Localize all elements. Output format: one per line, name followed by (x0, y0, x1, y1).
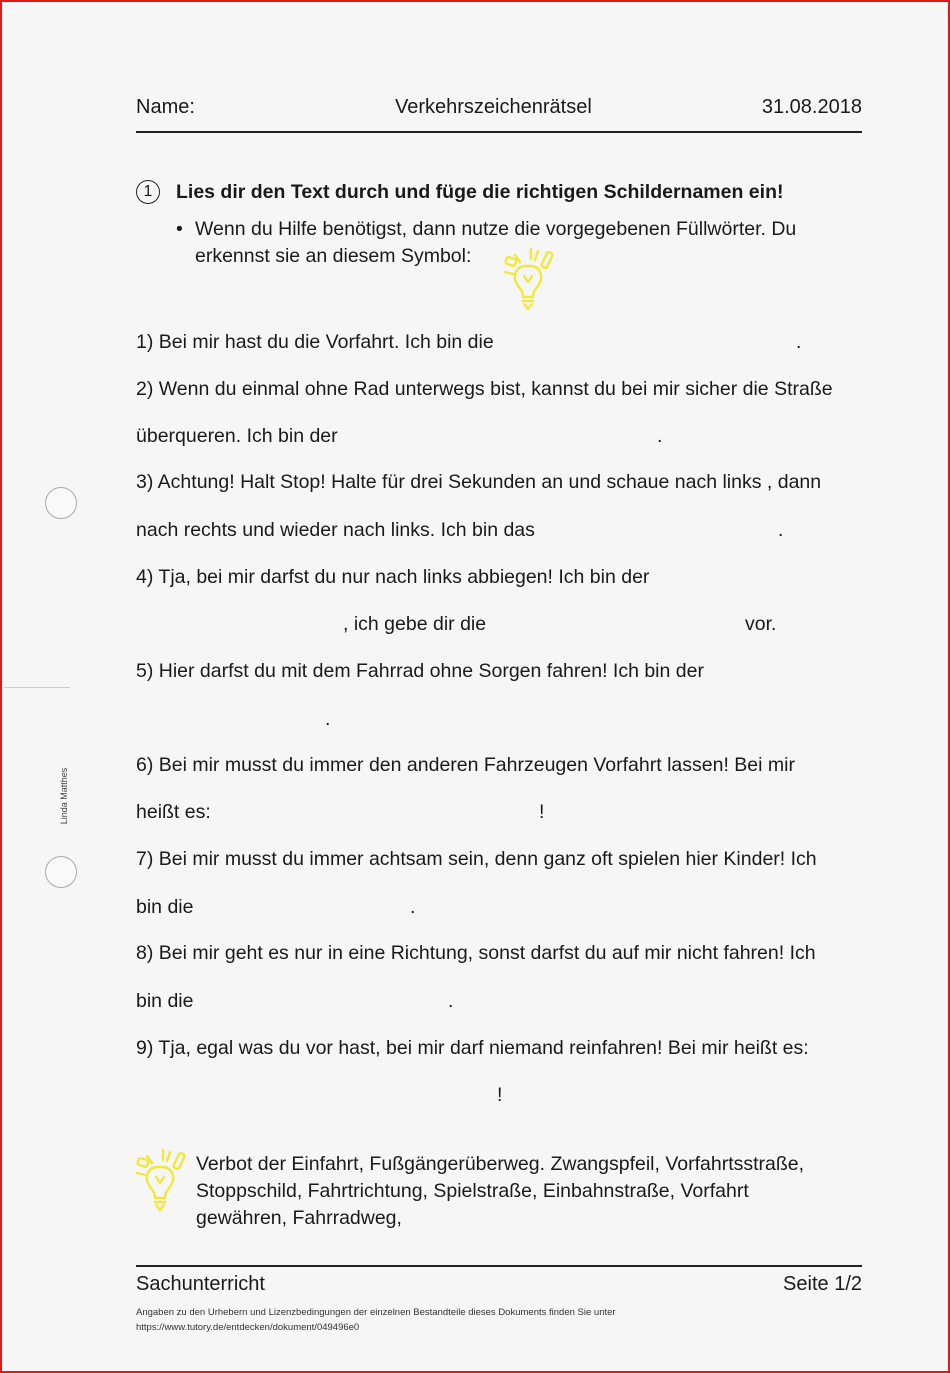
bullet-dot: • (176, 218, 183, 240)
hint-line-2: erkennst sie an diesem Symbol: (195, 245, 472, 267)
author-label: Linda Matthes (59, 767, 69, 825)
lightbulb-icon (134, 1147, 192, 1213)
punch-hole-top (45, 487, 77, 519)
name-label: Name: (136, 96, 195, 118)
worksheet-title: Verkehrszeichenrätsel (395, 96, 592, 118)
exercise-4-line-1: 4) Tja, bei mir darfst du nur nach links abbiegen! Ich bin der (136, 566, 650, 588)
credits (136, 1305, 616, 1335)
credits-link[interactable]: https://www.tutory.de/entdecken/dokument/049496e0 (136, 1322, 360, 1333)
exercise-1-end: . (796, 331, 802, 353)
word-bank-line-2: Stoppschild, Fahrtrichtung, Spielstraße, Einbahnstraße, Vorfahrt (196, 1180, 749, 1202)
exercise-8-line-2: bin die (136, 990, 194, 1012)
subject-label: Sachunterricht (136, 1273, 265, 1295)
exercise-6-end: ! (539, 801, 545, 823)
exercise-4-middle: , ich gebe dir die (343, 613, 487, 635)
exercise-2-end: . (657, 425, 663, 447)
exercise-5-end: . (325, 708, 331, 730)
hint-line-1: Wenn du Hilfe benötigst, dann nutze die vorgegebenen Füllwörter. Du (195, 218, 797, 240)
exercise-5-line-1: 5) Hier darfst du mit dem Fahrrad ohne Sorgen fahren! Ich bin der (136, 660, 704, 682)
header (136, 96, 862, 119)
lightbulb-icon (502, 246, 560, 312)
exercise-7-end: . (410, 896, 416, 918)
header-divider (136, 131, 862, 133)
exercise-9-line-1: 9) Tja, egal was du vor hast, bei mir darf niemand reinfahren! Bei mir heißt es: (136, 1037, 809, 1059)
exercise-3-line-2: nach rechts und wieder nach links. Ich bin das (136, 519, 535, 541)
exercise-3-end: . (778, 519, 784, 541)
punch-hole-bottom (45, 856, 77, 888)
word-bank-line-1: Verbot der Einfahrt, Fußgängerüberweg. Zwangspfeil, Vorfahrtsstraße, (196, 1153, 805, 1175)
exercise-7-line-1: 7) Bei mir musst du immer achtsam sein, denn ganz oft spielen hier Kinder! Ich (136, 848, 817, 870)
exercise-9-end: ! (497, 1084, 503, 1106)
exercise-8-line-1: 8) Bei mir geht es nur in eine Richtung, sonst darfst du auf mir nicht fahren! Ich (136, 942, 816, 964)
exercise-6-line-1: 6) Bei mir musst du immer den anderen Fahrzeugen Vorfahrt lassen! Bei mir (136, 754, 795, 776)
exercise-4-end: vor. (745, 613, 777, 635)
fold-mark (4, 687, 70, 688)
footer-divider (136, 1265, 862, 1267)
exercise-1: 1) Bei mir hast du die Vorfahrt. Ich bin die (136, 331, 494, 353)
exercise-3-line-1: 3) Achtung! Halt Stop! Halte für drei Sekunden an und schaue nach links , dann (136, 471, 822, 493)
task-heading (136, 180, 783, 204)
word-bank (196, 1151, 846, 1232)
exercise-2-line-1: 2) Wenn du einmal ohne Rad unterwegs bist, kannst du bei mir sicher die Straße (136, 378, 833, 400)
task-title: Lies dir den Text durch und füge die richtigen Schildernamen ein! (176, 180, 784, 203)
word-bank-line-3: gewähren, Fahrradweg, (196, 1207, 402, 1229)
exercise-2-line-2: überqueren. Ich bin der (136, 425, 338, 447)
credits-line-1: Angaben zu den Urhebern und Lizenzbedingungen der einzelnen Bestandteile dieses Dokuments finden Sie unter (136, 1307, 616, 1318)
exercise-6-line-2: heißt es: (136, 801, 211, 823)
page-number: Seite 1/2 (783, 1273, 862, 1295)
exercise-7-line-2: bin die (136, 896, 194, 918)
worksheet-date: 31.08.2018 (761, 96, 862, 118)
footer (136, 1273, 862, 1296)
exercise-8-end: . (448, 990, 454, 1012)
task-number: 1 (136, 180, 160, 204)
